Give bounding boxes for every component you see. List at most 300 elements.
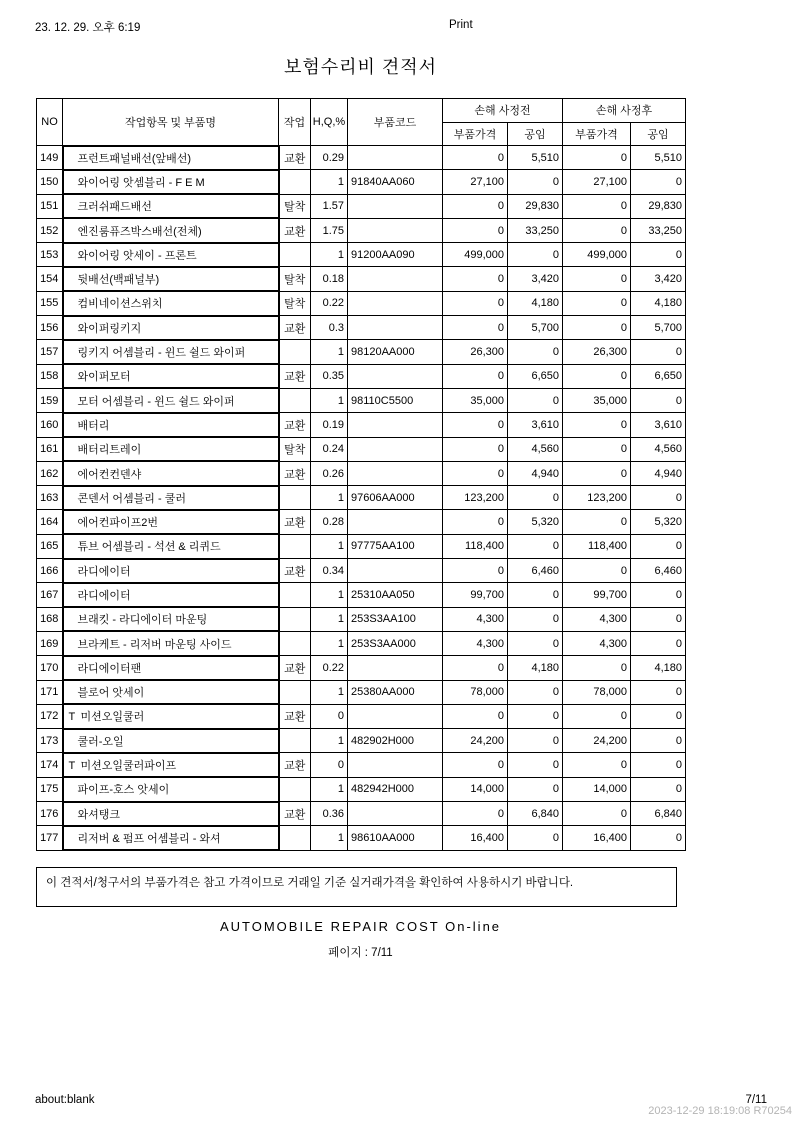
item-name-text: 프런트패널배선(앞배선): [77, 152, 192, 165]
cell-before-part-price: 14,000: [443, 777, 508, 801]
item-name-text: 라디에이터: [77, 565, 131, 578]
cell-no: 171: [37, 680, 63, 704]
col-group-after-assessment: 손해 사정후: [563, 99, 686, 123]
cell-before-labor: 29,830: [508, 194, 563, 218]
cell-after-labor: 4,180: [631, 656, 686, 680]
cell-work-type: 교환: [279, 316, 311, 340]
cell-hq-value: 0: [311, 753, 348, 777]
table-row: [37, 340, 686, 364]
cell-item-name: [63, 364, 279, 388]
cell-item-name: [63, 607, 279, 631]
cell-hq-value: 1: [311, 631, 348, 655]
cell-before-labor: 0: [508, 607, 563, 631]
cell-part-code: [348, 218, 443, 242]
cell-work-type: 탈착: [279, 291, 311, 315]
cell-hq-value: 0.29: [311, 146, 348, 170]
cell-after-part-price: 35,000: [563, 388, 631, 412]
cell-before-part-price: 0: [443, 510, 508, 534]
table-row: [37, 583, 686, 607]
cell-work-type: [279, 170, 311, 194]
cell-after-part-price: 0: [563, 364, 631, 388]
cell-part-code: 482902H000: [348, 729, 443, 753]
cell-item-name: [63, 267, 279, 291]
cell-work-type: [279, 340, 311, 364]
item-name-text: 쿨러-오일: [77, 735, 124, 748]
cell-part-code: [348, 291, 443, 315]
cell-after-labor: 0: [631, 753, 686, 777]
table-row: [37, 777, 686, 801]
cell-no: 168: [37, 607, 63, 631]
item-name-text: 배터리트레이: [77, 444, 142, 457]
cell-work-type: 교환: [279, 218, 311, 242]
cell-part-code: [348, 656, 443, 680]
col-header-after-labor: 공임: [631, 122, 686, 146]
cell-after-labor: 0: [631, 729, 686, 753]
cell-work-type: [279, 243, 311, 267]
cell-after-part-price: 0: [563, 437, 631, 461]
cell-before-part-price: 24,200: [443, 729, 508, 753]
cell-before-part-price: 499,000: [443, 243, 508, 267]
cell-hq-value: 1: [311, 583, 348, 607]
cell-before-labor: 0: [508, 583, 563, 607]
table-row: [37, 316, 686, 340]
table-row: [37, 146, 686, 170]
item-name-text: 라디에이터: [77, 589, 131, 602]
item-name-text: 배터리: [77, 419, 110, 432]
cell-no: 176: [37, 802, 63, 826]
item-name-text: 미션오일쿨러파이프: [80, 760, 177, 773]
cell-no: 161: [37, 437, 63, 461]
cell-no: 151: [37, 194, 63, 218]
cell-no: 150: [37, 170, 63, 194]
col-header-no: NO: [37, 99, 63, 146]
cell-work-type: 탈착: [279, 267, 311, 291]
cell-before-labor: 4,180: [508, 291, 563, 315]
cell-hq-value: 0.22: [311, 291, 348, 315]
col-header-item: 작업항목 및 부품명: [63, 99, 279, 146]
cell-before-part-price: 78,000: [443, 680, 508, 704]
item-name-text: 와이퍼링키지: [77, 322, 142, 335]
cell-before-part-price: 0: [443, 753, 508, 777]
cell-before-labor: 5,700: [508, 316, 563, 340]
repair-estimate-table: [36, 98, 686, 851]
cell-item-name: [63, 583, 279, 607]
cell-item-name: [63, 656, 279, 680]
cell-hq-value: 1: [311, 340, 348, 364]
table-row: [37, 802, 686, 826]
col-header-before-part-price: 부품가격: [443, 122, 508, 146]
cell-no: 164: [37, 510, 63, 534]
item-name-text: 와이퍼모터: [77, 371, 131, 384]
cell-after-part-price: 0: [563, 316, 631, 340]
cell-hq-value: 0.19: [311, 413, 348, 437]
cell-hq-value: 1: [311, 729, 348, 753]
cell-before-part-price: 35,000: [443, 388, 508, 412]
cell-work-type: [279, 534, 311, 558]
cell-before-labor: 0: [508, 486, 563, 510]
table-row: [37, 364, 686, 388]
cell-hq-value: 0.26: [311, 461, 348, 485]
cell-after-labor: 5,700: [631, 316, 686, 340]
col-header-hq: H,Q,%: [311, 99, 348, 146]
cell-item-name: [63, 631, 279, 655]
cell-before-part-price: 99,700: [443, 583, 508, 607]
cell-no: 156: [37, 316, 63, 340]
cell-before-labor: 5,320: [508, 510, 563, 534]
cell-before-labor: 4,560: [508, 437, 563, 461]
col-header-after-part-price: 부품가격: [563, 122, 631, 146]
disclaimer-text: 이 견적서/청구서의 부품가격은 참고 가격이므로 거래일 기준 실거래가격을 확인하여 사용하시기 바랍니다.: [46, 877, 574, 889]
cell-hq-value: 1: [311, 170, 348, 194]
cell-hq-value: 0.36: [311, 802, 348, 826]
cell-after-labor: 3,610: [631, 413, 686, 437]
table-row: [37, 704, 686, 728]
cell-before-part-price: 0: [443, 194, 508, 218]
cell-part-code: [348, 704, 443, 728]
page-number-label: 페이지 : 7/11: [328, 947, 393, 959]
cell-after-labor: 4,180: [631, 291, 686, 315]
cell-after-labor: 0: [631, 388, 686, 412]
cell-item-name: [63, 413, 279, 437]
cell-after-part-price: 14,000: [563, 777, 631, 801]
cell-no: 170: [37, 656, 63, 680]
cell-before-labor: 0: [508, 680, 563, 704]
cell-work-type: 교환: [279, 146, 311, 170]
cell-part-code: [348, 364, 443, 388]
cell-item-name: [63, 194, 279, 218]
cell-no: 166: [37, 559, 63, 583]
cell-no: 154: [37, 267, 63, 291]
cell-part-code: [348, 413, 443, 437]
cell-part-code: 482942H000: [348, 777, 443, 801]
table-row: [37, 826, 686, 850]
cell-work-type: 탈착: [279, 194, 311, 218]
print-header-title: Print: [449, 19, 473, 31]
cell-no: 177: [37, 826, 63, 850]
table-row: [37, 413, 686, 437]
cell-item-name: [63, 559, 279, 583]
cell-after-labor: 3,420: [631, 267, 686, 291]
cell-work-type: [279, 388, 311, 412]
cell-item-name: [63, 340, 279, 364]
item-prefix: T: [68, 711, 76, 724]
cell-before-part-price: 0: [443, 461, 508, 485]
cell-part-code: 98610AA000: [348, 826, 443, 850]
cell-after-part-price: 16,400: [563, 826, 631, 850]
cell-part-code: [348, 267, 443, 291]
cell-item-name: [63, 218, 279, 242]
cell-no: 158: [37, 364, 63, 388]
cell-part-code: [348, 461, 443, 485]
cell-before-part-price: 0: [443, 437, 508, 461]
cell-before-part-price: 0: [443, 802, 508, 826]
cell-before-part-price: 0: [443, 656, 508, 680]
cell-no: 149: [37, 146, 63, 170]
cell-hq-value: 0.18: [311, 267, 348, 291]
cell-item-name: [63, 291, 279, 315]
item-name-text: 튜브 어셈블리 - 석션 & 리퀴드: [77, 541, 221, 554]
cell-part-code: [348, 437, 443, 461]
cell-item-name: [63, 826, 279, 850]
cell-before-labor: 0: [508, 777, 563, 801]
cell-no: 160: [37, 413, 63, 437]
cell-work-type: 교환: [279, 413, 311, 437]
cell-work-type: 교환: [279, 510, 311, 534]
cell-hq-value: 0.28: [311, 510, 348, 534]
cell-before-part-price: 123,200: [443, 486, 508, 510]
cell-no: 159: [37, 388, 63, 412]
cell-after-part-price: 0: [563, 559, 631, 583]
cell-hq-value: 1: [311, 607, 348, 631]
item-name-text: 파이프-호스 앗세이: [77, 784, 170, 797]
cell-after-labor: 5,320: [631, 510, 686, 534]
cell-after-labor: 0: [631, 583, 686, 607]
cell-part-code: 98110C5500: [348, 388, 443, 412]
cell-part-code: [348, 802, 443, 826]
cell-item-name: [63, 704, 279, 728]
cell-hq-value: 1.75: [311, 218, 348, 242]
cell-hq-value: 1.57: [311, 194, 348, 218]
cell-work-type: [279, 729, 311, 753]
cell-after-labor: 29,830: [631, 194, 686, 218]
cell-hq-value: 0.34: [311, 559, 348, 583]
table-header-row-1: [37, 99, 686, 123]
cell-after-labor: 0: [631, 340, 686, 364]
col-header-part-code: 부품코드: [348, 99, 443, 146]
cell-item-name: [63, 510, 279, 534]
cell-after-part-price: 0: [563, 802, 631, 826]
table-row: [37, 656, 686, 680]
cell-after-part-price: 0: [563, 656, 631, 680]
cell-work-type: 교환: [279, 656, 311, 680]
cell-after-labor: 0: [631, 607, 686, 631]
cell-after-labor: 33,250: [631, 218, 686, 242]
cell-before-labor: 0: [508, 753, 563, 777]
cell-part-code: [348, 753, 443, 777]
cell-no: 169: [37, 631, 63, 655]
cell-before-part-price: 0: [443, 291, 508, 315]
cell-before-part-price: 0: [443, 559, 508, 583]
cell-after-part-price: 24,200: [563, 729, 631, 753]
cell-work-type: 교환: [279, 364, 311, 388]
cell-before-labor: 0: [508, 534, 563, 558]
item-name-text: 링키지 어셈블리 - 윈드 쉴드 와이퍼: [77, 347, 246, 360]
document-title: 보험수리비 견적서: [283, 57, 438, 77]
col-header-before-labor: 공임: [508, 122, 563, 146]
cell-hq-value: 1: [311, 388, 348, 412]
cell-after-part-price: 99,700: [563, 583, 631, 607]
cell-before-part-price: 27,100: [443, 170, 508, 194]
cell-before-part-price: 0: [443, 146, 508, 170]
cell-part-code: [348, 146, 443, 170]
cell-after-part-price: 0: [563, 291, 631, 315]
cell-after-labor: 0: [631, 631, 686, 655]
cell-before-part-price: 0: [443, 218, 508, 242]
cell-item-name: [63, 680, 279, 704]
cell-before-labor: 0: [508, 704, 563, 728]
item-name-text: 미션오일쿨러: [80, 711, 145, 724]
cell-before-labor: 6,650: [508, 364, 563, 388]
timestamp-watermark: 2023-12-29 18:19:08 R70254: [648, 1105, 792, 1117]
cell-before-labor: 0: [508, 631, 563, 655]
item-name-text: 블로어 앗세이: [77, 687, 145, 700]
item-name-text: 리저버 & 펌프 어셈블리 - 와셔: [77, 832, 221, 845]
cell-hq-value: 1: [311, 486, 348, 510]
cell-work-type: [279, 607, 311, 631]
item-name-text: 에어컨파이프2번: [77, 517, 158, 530]
disclaimer-box: [36, 867, 677, 907]
table-row: [37, 218, 686, 242]
cell-before-labor: 0: [508, 826, 563, 850]
cell-work-type: 교환: [279, 753, 311, 777]
cell-after-part-price: 4,300: [563, 631, 631, 655]
cell-work-type: 교환: [279, 704, 311, 728]
cell-after-part-price: 0: [563, 267, 631, 291]
cell-after-part-price: 0: [563, 146, 631, 170]
cell-after-labor: 0: [631, 777, 686, 801]
cell-no: 173: [37, 729, 63, 753]
cell-work-type: 탈착: [279, 437, 311, 461]
cell-work-type: [279, 631, 311, 655]
item-name-text: 크러쉬패드배선: [77, 201, 152, 214]
cell-before-part-price: 16,400: [443, 826, 508, 850]
cell-after-part-price: 0: [563, 753, 631, 777]
table-row: [37, 607, 686, 631]
cell-no: 153: [37, 243, 63, 267]
cell-before-part-price: 4,300: [443, 631, 508, 655]
item-name-text: 엔진룸퓨즈박스배선(전체): [77, 225, 202, 238]
cell-before-part-price: 26,300: [443, 340, 508, 364]
cell-part-code: [348, 510, 443, 534]
item-name-text: 에어컨컨덴샤: [77, 468, 142, 481]
cell-item-name: [63, 802, 279, 826]
cell-work-type: 교환: [279, 802, 311, 826]
cell-before-part-price: 0: [443, 704, 508, 728]
table-row: [37, 170, 686, 194]
cell-before-labor: 6,460: [508, 559, 563, 583]
item-name-text: 컴비네이션스위치: [77, 298, 163, 311]
cell-hq-value: 0.22: [311, 656, 348, 680]
cell-after-part-price: 0: [563, 461, 631, 485]
cell-item-name: [63, 729, 279, 753]
table-row: [37, 680, 686, 704]
cell-before-labor: 0: [508, 340, 563, 364]
cell-item-name: [63, 534, 279, 558]
cell-after-part-price: 0: [563, 704, 631, 728]
cell-before-labor: 6,840: [508, 802, 563, 826]
cell-item-name: [63, 388, 279, 412]
item-prefix: T: [68, 760, 76, 773]
cell-before-labor: 0: [508, 170, 563, 194]
cell-after-part-price: 78,000: [563, 680, 631, 704]
cell-after-labor: 6,840: [631, 802, 686, 826]
table-row: [37, 461, 686, 485]
table-row: [37, 243, 686, 267]
cell-hq-value: 1: [311, 777, 348, 801]
cell-after-labor: 4,940: [631, 461, 686, 485]
cell-no: 162: [37, 461, 63, 485]
table-row: [37, 486, 686, 510]
cell-part-code: 253S3AA000: [348, 631, 443, 655]
cell-after-labor: 0: [631, 704, 686, 728]
item-name-text: 뒷배선(백패널부): [77, 274, 160, 287]
cell-part-code: 97775AA100: [348, 534, 443, 558]
cell-after-part-price: 0: [563, 413, 631, 437]
cell-before-labor: 4,180: [508, 656, 563, 680]
cell-no: 174: [37, 753, 63, 777]
cell-item-name: [63, 316, 279, 340]
cell-no: 165: [37, 534, 63, 558]
cell-hq-value: 1: [311, 534, 348, 558]
table-row: [37, 388, 686, 412]
cell-work-type: 교환: [279, 461, 311, 485]
cell-no: 167: [37, 583, 63, 607]
table-row: [37, 267, 686, 291]
cell-before-labor: 0: [508, 243, 563, 267]
item-name-text: 라디에이터팬: [77, 662, 142, 675]
cell-part-code: [348, 559, 443, 583]
cell-item-name: [63, 777, 279, 801]
cell-item-name: [63, 486, 279, 510]
cell-no: 172: [37, 704, 63, 728]
cell-hq-value: 0: [311, 704, 348, 728]
browser-footer-url: about:blank: [35, 1094, 95, 1106]
cell-part-code: [348, 194, 443, 218]
item-name-text: 콘덴서 어셈블리 - 쿨러: [77, 492, 186, 505]
cell-after-part-price: 4,300: [563, 607, 631, 631]
cell-before-labor: 5,510: [508, 146, 563, 170]
cell-item-name: [63, 243, 279, 267]
cell-item-name: [63, 753, 279, 777]
cell-after-labor: 0: [631, 534, 686, 558]
cell-after-labor: 6,460: [631, 559, 686, 583]
cell-after-part-price: 0: [563, 510, 631, 534]
cell-after-part-price: 123,200: [563, 486, 631, 510]
table-row: [37, 753, 686, 777]
table-row: [37, 534, 686, 558]
cell-hq-value: 1: [311, 680, 348, 704]
table-row: [37, 291, 686, 315]
item-name-text: 와이어링 앗셈블리 - F E M: [77, 176, 205, 189]
cell-no: 163: [37, 486, 63, 510]
item-name-text: 브래킷 - 라디에이터 마운팅: [77, 614, 208, 627]
cell-no: 155: [37, 291, 63, 315]
cell-part-code: 91200AA090: [348, 243, 443, 267]
cell-hq-value: 0.35: [311, 364, 348, 388]
cell-after-part-price: 0: [563, 194, 631, 218]
cell-work-type: [279, 826, 311, 850]
cell-hq-value: 0.24: [311, 437, 348, 461]
cell-before-part-price: 118,400: [443, 534, 508, 558]
cell-no: 152: [37, 218, 63, 242]
cell-part-code: 97606AA000: [348, 486, 443, 510]
service-title: AUTOMOBILE REPAIR COST On-line: [219, 919, 502, 934]
cell-after-labor: 5,510: [631, 146, 686, 170]
cell-before-labor: 4,940: [508, 461, 563, 485]
table-body: [37, 146, 686, 851]
cell-before-labor: 33,250: [508, 218, 563, 242]
cell-after-labor: 0: [631, 486, 686, 510]
cell-hq-value: 0.3: [311, 316, 348, 340]
table-row: [37, 510, 686, 534]
cell-before-labor: 3,420: [508, 267, 563, 291]
cell-work-type: [279, 680, 311, 704]
cell-after-labor: 0: [631, 826, 686, 850]
cell-after-labor: 0: [631, 170, 686, 194]
table-row: [37, 559, 686, 583]
cell-work-type: 교환: [279, 559, 311, 583]
table-row: [37, 437, 686, 461]
